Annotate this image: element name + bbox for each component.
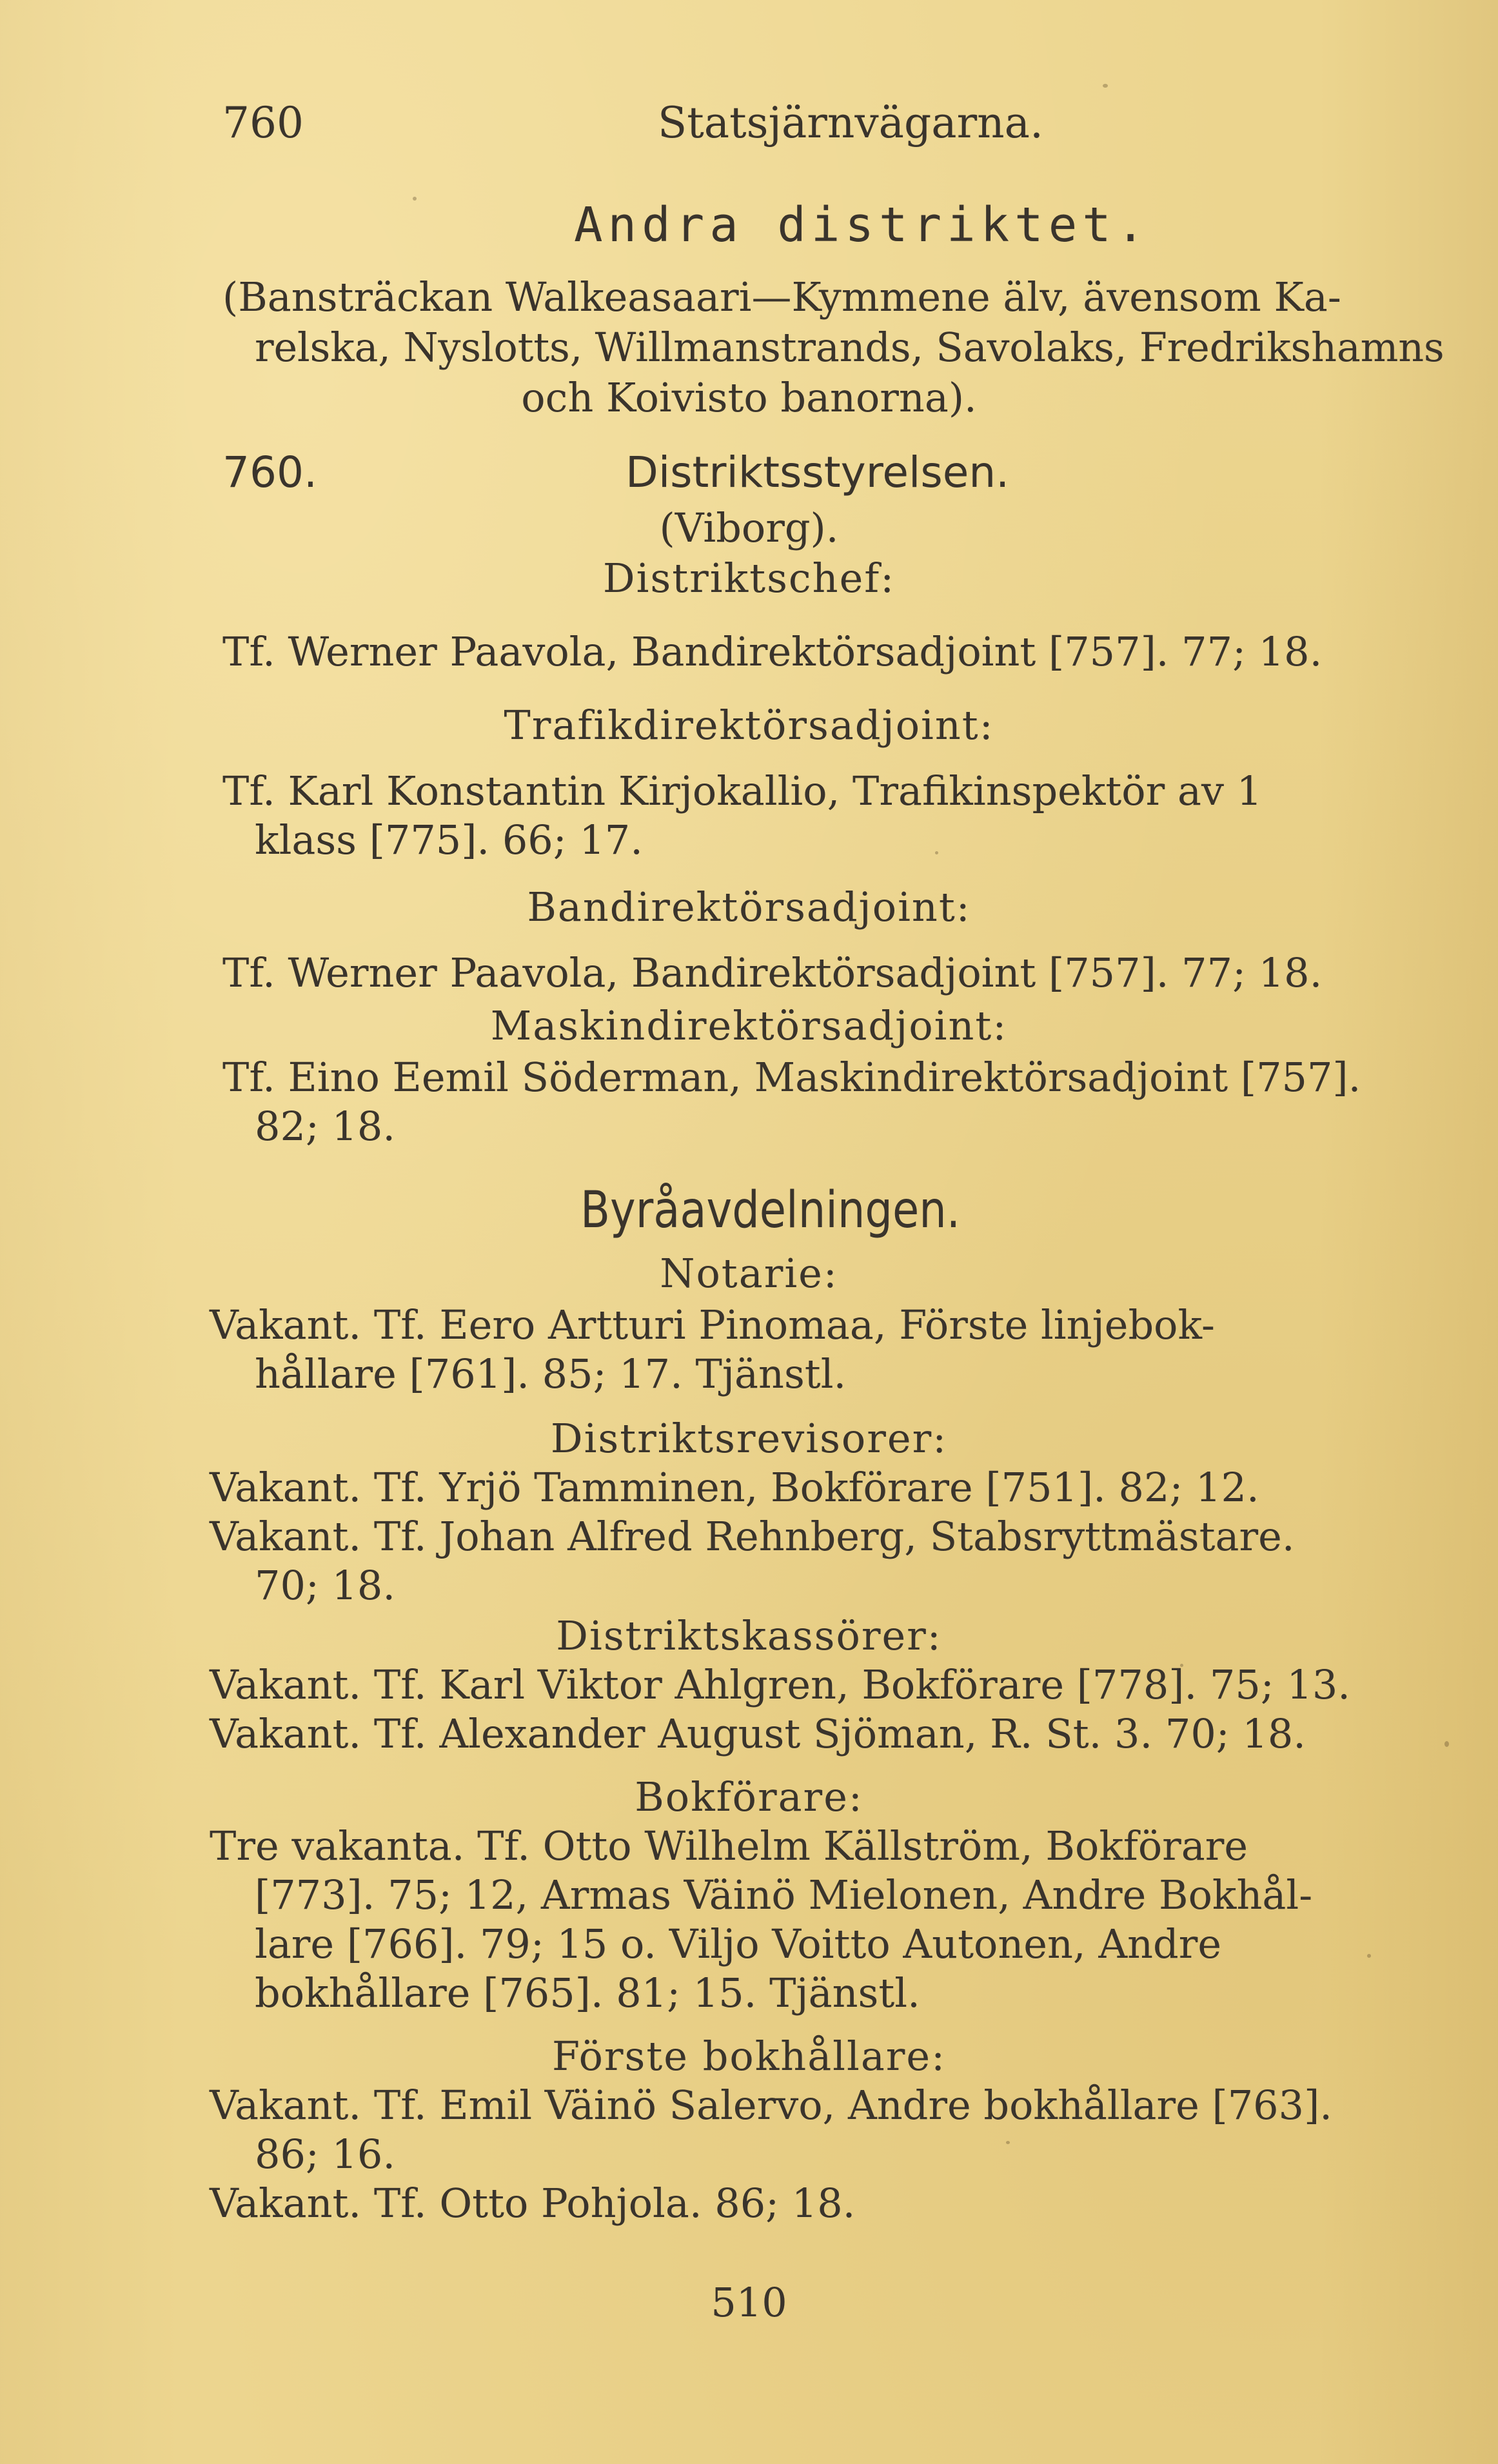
route-line-1: (Bansträckan Walkeasaari—Kymmene älv, ävensom Ka-: [222, 273, 1341, 320]
entry-line: Tf. Werner Paavola, Bandirektörsadjoint [757]. 77; 18.: [222, 628, 1323, 675]
entry-line: Tf. Eino Eemil Söderman, Maskindirektörsadjoint [757].: [222, 1054, 1361, 1101]
page-number: 760: [222, 98, 304, 148]
entry-line: klass [775]. 66; 17.: [255, 816, 643, 863]
entry-line: 86; 16.: [255, 2131, 396, 2178]
entry-line: Vakant. Tf. Otto Pohjola. 86; 18.: [210, 2180, 856, 2227]
entry-line: 70; 18.: [255, 1562, 396, 1609]
entry-line: hållare [761]. 85; 17. Tjänstl.: [255, 1350, 847, 1397]
entry-line: bokhållare [765]. 81; 15. Tjänstl.: [255, 1969, 920, 2016]
role-heading: Distriktschef:: [602, 555, 896, 602]
district-title: Andra distriktet.: [574, 197, 1150, 253]
entry-line: Tf. Werner Paavola, Bandirektörsadjoint [757]. 77; 18.: [222, 949, 1323, 996]
printer-signature: 510: [711, 2279, 787, 2326]
entry-line: Vakant. Tf. Emil Väinö Salervo, Andre bokhållare [763].: [210, 2082, 1332, 2129]
role-heading: Notarie:: [660, 1250, 838, 1297]
entry-line: 82; 18.: [255, 1103, 396, 1150]
entry-line: Vakant. Tf. Karl Viktor Ahlgren, Bokförare [778]. 75; 13.: [210, 1661, 1350, 1708]
entry-line: Vakant. Tf. Yrjö Tamminen, Bokförare [751]. 82; 12.: [210, 1464, 1259, 1511]
running-title: Statsjärnvägarna.: [658, 98, 1043, 148]
entry-line: [773]. 75; 12, Armas Väinö Mielonen, Andre Bokhål-: [255, 1871, 1313, 1918]
entry-line: Vakant. Tf. Johan Alfred Rehnberg, Stabsryttmästare.: [210, 1513, 1295, 1560]
route-line-3: och Koivisto banorna).: [521, 374, 977, 421]
entry-line: lare [766]. 79; 15 o. Viljo Voitto Autonen, Andre: [255, 1920, 1222, 1967]
role-heading: Distriktskassörer:: [556, 1612, 942, 1659]
entry-line: Vakant. Tf. Eero Artturi Pinomaa, Förste linjebok-: [210, 1301, 1215, 1348]
section-title: Distriktsstyrelsen.: [626, 448, 1010, 497]
subsection-title: Byråavdelningen.: [580, 1181, 961, 1239]
entry-line: Vakant. Tf. Alexander August Sjöman, R. St. 3. 70; 18.: [210, 1710, 1306, 1757]
role-heading: Distriktsrevisorer:: [550, 1415, 948, 1462]
role-heading: Maskindirektörsadjoint:: [490, 1002, 1008, 1049]
role-heading: Förste bokhållare:: [551, 2033, 947, 2080]
section-location: (Viborg).: [659, 504, 839, 551]
entry-line: Tf. Karl Konstantin Kirjokallio, Trafikinspektör av 1: [222, 767, 1263, 814]
route-line-2: relska, Nyslotts, Willmanstrands, Savolaks, Fredrikshamns: [255, 324, 1444, 371]
section-number: 760.: [222, 448, 317, 497]
role-heading: Trafikdirektörsadjoint:: [504, 702, 994, 749]
role-heading: Bandirektörsadjoint:: [527, 883, 971, 931]
role-heading: Bokförare:: [635, 1773, 863, 1820]
entry-line: Tre vakanta. Tf. Otto Wilhelm Källström, Bokförare: [210, 1822, 1248, 1869]
